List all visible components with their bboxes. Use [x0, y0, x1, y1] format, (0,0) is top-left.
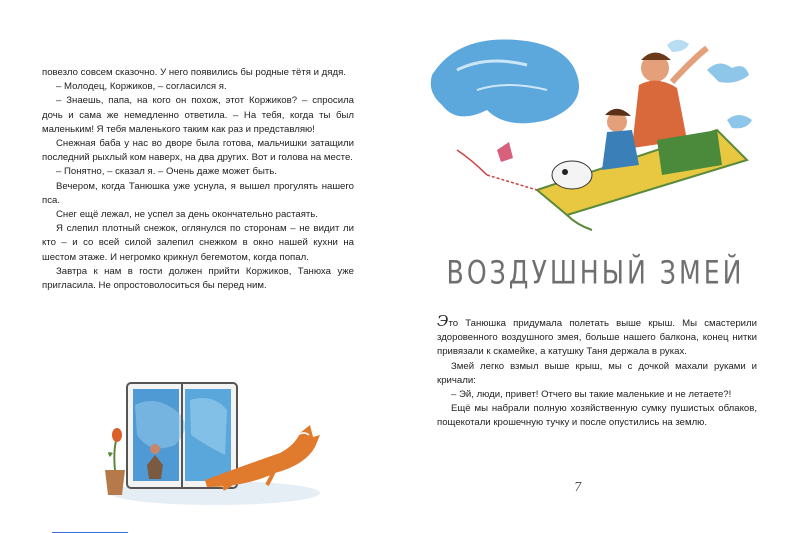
page-number: 7 — [574, 480, 582, 494]
window-cat-illustration — [95, 375, 335, 515]
left-paragraph: – Молодец, Коржиков, – согласился я. — [56, 81, 227, 93]
left-paragraph: повезло совсем сказочно. У него появились бы родные тётя и дядя. — [42, 67, 346, 78]
left-paragraph: Вечером, когда Танюшка уже уснула, я вышел прогулять нашего пса. — [42, 180, 354, 206]
left-text-block — [42, 66, 354, 293]
right-paragraph: Ещё мы набрали полную хозяйственную сумку пушистых облаков, пощекотали крошечную тучку и после опустились на землю. — [437, 403, 757, 429]
first-paragraph — [437, 314, 757, 360]
right-page — [397, 0, 794, 533]
left-paragraph: – Знаешь, папа, на кого он похож, этот Коржиков? – спросила дочь и сама же немедленно ответила. – На тебя, когда ты был маленьким! Я тебя маленького таким как раз и представляю! — [42, 95, 354, 135]
left-paragraph: Я слепил плотный снежок, оглянулся по сторонам – не видит ли кто – и со всей силой залепил снежком в окно нашей кухни на шестом этаже. И негромко крикнул бегемотом, когда попал. — [42, 223, 354, 263]
kite-flight-illustration — [427, 30, 767, 240]
first-paragraph-text: то Танюшка придумала полетать выше крыш. Мы смастерили здоровенного воздушного змея, больше нашего балкона, конец нитки привязали к скамейке, а катушку Таня держала в руках. — [437, 318, 757, 358]
right-paragraph: – Эй, люди, привет! Отчего вы такие маленькие и не летаете?! — [451, 389, 732, 401]
left-paragraph: Снег ещё лежал, не успел за день окончательно растаять. — [56, 209, 318, 221]
left-paragraph: Завтра к нам в гости должен прийти Коржиков, Танюха уже пригласила. Не опростоволоситься бы перед ним. — [42, 265, 354, 292]
chapter-title: ВОЗДУШНЫЙ ЗМЕЙ — [446, 253, 745, 292]
right-text-block — [437, 314, 757, 431]
left-paragraph: Снежная баба у нас во дворе была готова, мальчишки затащили последний рыхлый ком наверх, на два других. Вот и голова на месте. — [42, 138, 354, 164]
left-paragraph: – Понятно, – сказал я. – Очень даже может быть. — [56, 166, 277, 178]
drop-cap: Э — [437, 312, 449, 330]
right-paragraph: Змей легко взмыл выше крыш, мы с дочкой махали руками и кричали: — [437, 360, 757, 386]
